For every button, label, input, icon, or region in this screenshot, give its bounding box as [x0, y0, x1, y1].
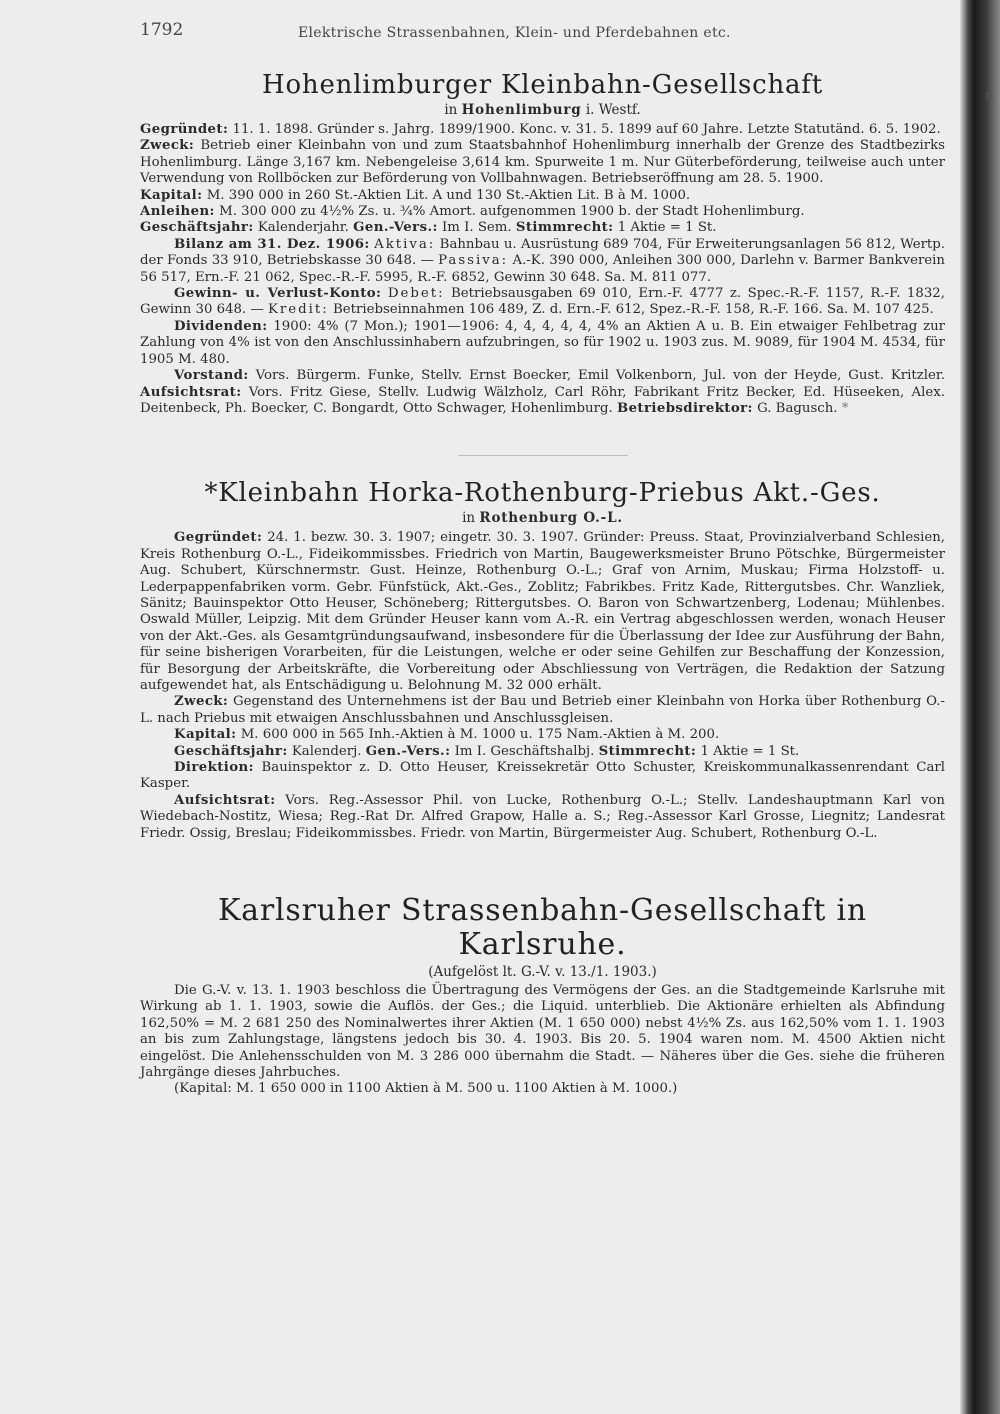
label: Gewinn- u. Verlust-Konto:: [174, 286, 382, 302]
section-karlsruhe: [140, 894, 945, 1098]
section-hohenlimburg: [140, 70, 945, 417]
entry-kapital: [140, 727, 945, 743]
label: Betriebsdirektor:: [616, 400, 753, 416]
label: Aufsichtsrat:: [174, 792, 276, 808]
entry-kapital: [140, 188, 945, 204]
label: Zweck:: [174, 694, 229, 710]
label: Geschäftsjahr:: [140, 220, 254, 236]
label: Vorstand:: [174, 368, 249, 384]
label: Bilanz am 31. Dez. 1906:: [174, 236, 370, 252]
entry-bilanz: [140, 237, 945, 286]
section-title: Karlsruher Strassenbahn-Gesellschaft in Karlsruhe.: [217, 893, 868, 963]
entry-vorstand: [140, 368, 945, 417]
kredit-label: Kredit:: [268, 302, 329, 318]
text: Vors. Fritz Giese, Stellv. Ludwig Wälzholz, Carl Röhr, Fabrikant Fritz Becker, Ed. Hüseeken, Alex. Deitenbeck, Ph. Boecker, C. Bongardt, Otto Schwager, Hohenlimburg.: [140, 384, 945, 416]
label: Gen.-Vers.:: [365, 743, 451, 759]
text: M. 600 000 in 565 Inh.-Aktien à M. 1000 u. 175 Nam.-Aktien à M. 200.: [240, 727, 720, 743]
entry-geschaeftsjahr: [140, 744, 945, 760]
text: Gegenstand des Unternehmens ist der Bau und Betrieb einer Kleinbahn von Horka über Rothenburg O.-L. nach Priebus mit etwaigen Anschlussbahnen und Anschlussgleisen.: [140, 694, 945, 726]
passiva-label: Passiva:: [438, 253, 509, 269]
entry-zweck: [140, 694, 945, 727]
text: Im I. Geschäftshalbj.: [454, 743, 595, 759]
section-location: [140, 510, 945, 526]
entry-dividenden: [140, 319, 945, 368]
label: Stimmrecht:: [515, 220, 614, 236]
aktiva-label: Aktiva:: [374, 236, 436, 252]
text: 24. 1. bezw. 30. 3. 1907; eingetr. 30. 3. 1907. Gründer: Preuss. Staat, Provinzialverband Schlesien, Kreis Rothenburg O.-L., Fideikommissbes. Friedrich von Martin, Baugewerksmeister Bruno Pötschke, Bürgermeister Aug. Schubert, Kürschnermstr. Gust. Heinze, Rothenburg O.-L.; Graf von Arnim, Muskau; Firma Holzstoff- u. Lederpappenfabriken vorm. Gebr. Fünfstück, Akt.-Ges., Zoblitz; Fabrikbes. Fritz Kade, Rittergutsbes. Chr. Wanzliek, Sänitz; Bauinspektor Otto Heuser, Schöneberg; Rittergutsbes. O. Baron von Schwartzenberg, Lodenau; Mühlenbes. Oswald Müller, Leipzig. Mit dem Gründer Heuser kann vom A.-R. ein Vertrag abgeschlossen werden, wonach Heuser von der Akt.-Ges. als Gesamtgründungsaufwand, insbesondere für die Überlassung der Idee zur Ausführung der Bahn, für seine bisherigen Vorarbeiten, für die Leistungen, welche er oder seine Gehilfen zur Beschaffung der Konzession, für Besorgung der Arbeitskräfte, die Vorbereitung oder Abschliessung von Verträgen, die Redaktion der Satzung aufgewendet hat, als Entschädigung u. Belohnung M. 32 000 erhält.: [140, 530, 945, 693]
binding-shadow: [960, 0, 1000, 1414]
label: Aufsichtsrat:: [140, 384, 242, 400]
text: Vors. Bürgerm. Funke, Stellv. Ernst Boecker, Emil Volkenborn, Jul. von der Heyde, Gust. Kritzler.: [255, 368, 945, 384]
loc-suffix: i. Westf.: [585, 102, 641, 118]
label: Gegründet:: [174, 530, 263, 546]
section-location: [140, 102, 945, 118]
label: Direktion:: [174, 760, 254, 775]
text: Betrieb einer Kleinbahn von und zum Staatsbahnhof Hohenlimburg innerhalb der Grenze des Stadtbezirks Hohenlimburg. Länge 3,167 km. Nebengeleise 3,614 km. Spurweite 1 m. Nur Güterbeförderung, teilweise auch unter Verwendung von Rollböcken zur Beförderung von Vollbahnwagen. Betriebseröffnung am 28. 5. 1900.: [140, 138, 945, 187]
label: Dividenden:: [174, 318, 268, 334]
label: Anleihen:: [140, 204, 215, 220]
entry-gegruendet: [140, 530, 945, 694]
entry-gegruendet: [140, 122, 945, 138]
label: Kapital:: [140, 187, 203, 203]
label: Stimmrecht:: [598, 743, 697, 759]
section-title: Hohenlimburger Kleinbahn-Gesellschaft: [262, 70, 823, 100]
section-divider: [458, 455, 628, 456]
entry-zweck: [140, 138, 945, 187]
label: Kapital:: [174, 727, 237, 743]
section-gap: [140, 842, 945, 894]
text: M. 390 000 in 260 St.-Aktien Lit. A und 130 St.-Aktien Lit. B à M. 1000.: [206, 187, 691, 203]
loc-place: Rothenburg O.-L.: [479, 510, 623, 527]
label: Gegründet:: [140, 122, 229, 137]
loc-prefix: in: [444, 102, 458, 118]
running-title: Elektrische Strassenbahnen, Klein- und Pferdebahnen etc.: [298, 25, 731, 41]
loc-place: Hohenlimburg: [461, 102, 582, 118]
entry-direktion: [140, 760, 945, 793]
text: Betriebseinnahmen 106 489, Z. d. Ern.-F. 612, Spez.-R.-F. 158, R.-F. 166. Sa. M. 107 425.: [332, 302, 934, 318]
text: Bahnbau u. Ausrüstung 689 704, Für Erweiterungsanlagen 56 812, Wertp. der Fonds 33 910, Betriebskasse 30 648. —: [140, 236, 946, 269]
text: Im I. Sem.: [442, 220, 512, 236]
text: Betriebsausgaben 69 010, Ern.-F. 4777 z. Spec.-R.-F. 1157, R.-F. 1832, Gewinn 30 648. —: [140, 286, 945, 318]
text: Vors. Reg.-Assessor Phil. von Lucke, Rothenburg O.-L.; Stellv. Landeshauptmann Karl von Wiedebach-Nostitz, Wiesa; Reg.-Rat Dr. Alfred Grapow, Halle a. S.; Reg.-Assessor Karl Grosse, Liegnitz; Landesrat Friedr. Ossig, Breslau; Fideikommissbes. Friedr. von Martin, Bürgermeister Aug. Schubert, Rothenburg O.-L.: [140, 792, 945, 841]
entry-kapital-note: (Kapital: M. 1 650 000 in 1100 Aktien à M. 500 u. 1100 Aktien à M. 1000.): [174, 1081, 678, 1097]
text: A.-K. 390 000, Anleihen 300 000, Darlehn v. Barmer Bankverein 56 517, Ern.-F. 21 062, Spec.-R.-F. 5995, R.-F. 6852, Gewinn 30 648. Sa. M. 811 077.: [140, 253, 945, 285]
text: Kalenderjahr.: [257, 220, 349, 236]
entry-gewinn-verlust: [140, 286, 945, 319]
end-mark: *: [841, 400, 849, 416]
text: 11. 1. 1898. Gründer s. Jahrg. 1899/1900. Konc. v. 31. 5. 1899 auf 60 Jahre. Letzte Statutänd. 6. 5. 1902.: [232, 122, 941, 137]
page-content: [140, 22, 945, 1098]
text: 1 Aktie = 1 St.: [617, 220, 717, 236]
page-number: 1792: [140, 20, 184, 40]
debet-label: Debet:: [387, 286, 445, 302]
text: Kalenderj.: [291, 743, 362, 759]
label: Zweck:: [140, 138, 195, 154]
entry-anleihen: [140, 204, 945, 220]
text: M. 300 000 zu 4½% Zs. u. ¾% Amort. aufgenommen 1900 b. der Stadt Hohenlimburg.: [219, 204, 805, 220]
entry-body: Die G.-V. v. 13. 1. 1903 beschloss die Übertragung des Vermögens der Ges. an die Stadtgemeinde Karlsruhe mit Wirkung ab 1. 1. 1903, sowie die Auflös. der Ges.; die Liquid. unterblieb. Die Aktionäre erhielten als Abfindung 162,50% = M. 2 681 250 des Nominalwertes ihrer Aktien (M. 1 650 000) nebst 4½% Zs. aus 162,50% vom 1. 1. 1903 an bis zum Zahlungstage, längstens jedoch bis 30. 4. 1903. Bis 20. 5. 1904 waren nom. M. 4500 Aktien nicht eingelöst. Die Anlehensschulden von M. 3 286 000 übernahm die Stadt. — Näheres über die Ges. siehe die früheren Jahrgänge dieses Jahrbuches.: [140, 983, 945, 1081]
entry-aufsichtsrat: [140, 793, 945, 842]
running-head: [140, 22, 945, 46]
section-subtitle: (Aufgelöst lt. G.-V. v. 13./1. 1903.): [428, 964, 657, 981]
text: Bauinspektor z. D. Otto Heuser, Kreissekretär Otto Schuster, Kreiskommunalkassenrendant Carl Kasper.: [140, 760, 945, 792]
margin-fragment: n: [985, 88, 994, 103]
text: G. Bagusch.: [757, 400, 838, 416]
section-horka: [140, 478, 945, 842]
text: 1 Aktie = 1 St.: [700, 743, 800, 759]
text: 1900: 4% (7 Mon.); 1901—1906: 4, 4, 4, 4, 4, 4% an Aktien A u. B. Ein etwaiger Fehlbetrag zur Zahlung von 4% ist von den Anschlussinhabern aufzubringen, so für 1902 u. 1903 zus. M. 9089, für 1904 M. 4534, für 1905 M. 480.: [140, 318, 945, 367]
label: Geschäftsjahr:: [174, 743, 288, 759]
label: Gen.-Vers.:: [353, 220, 438, 236]
section-title: *Kleinbahn Horka-Rothenburg-Priebus Akt.-Ges.: [204, 478, 881, 509]
entry-geschaeftsjahr: [140, 220, 945, 236]
loc-prefix: in: [462, 510, 476, 527]
